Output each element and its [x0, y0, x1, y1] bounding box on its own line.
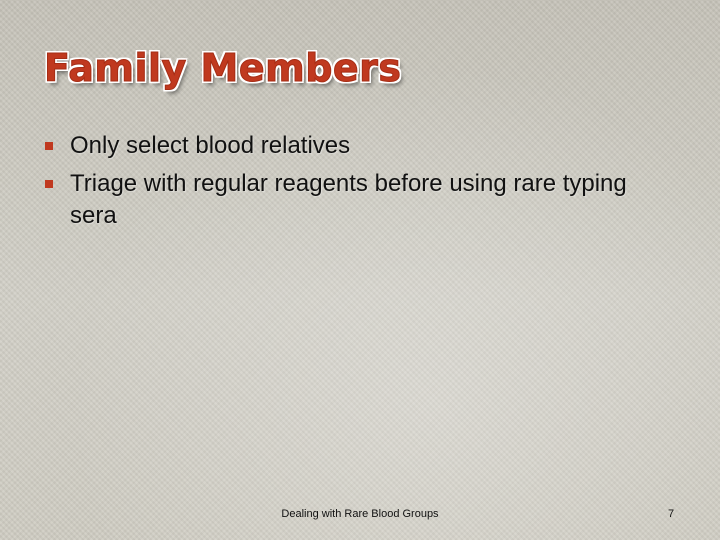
bullet-text: Only select blood relatives — [70, 132, 351, 159]
slide-footer: Dealing with Rare Blood Groups — [281, 508, 439, 520]
bullet-text: Triage with regular reagents before using rare typing sera — [70, 170, 627, 229]
square-bullet-icon — [45, 142, 53, 150]
bullet-list — [44, 130, 664, 238]
bullet-item — [44, 168, 664, 232]
slide-number: 7 — [668, 508, 675, 520]
square-bullet-icon — [45, 180, 53, 188]
bullet-item — [44, 130, 664, 162]
slide-title: Family Members — [44, 46, 402, 90]
